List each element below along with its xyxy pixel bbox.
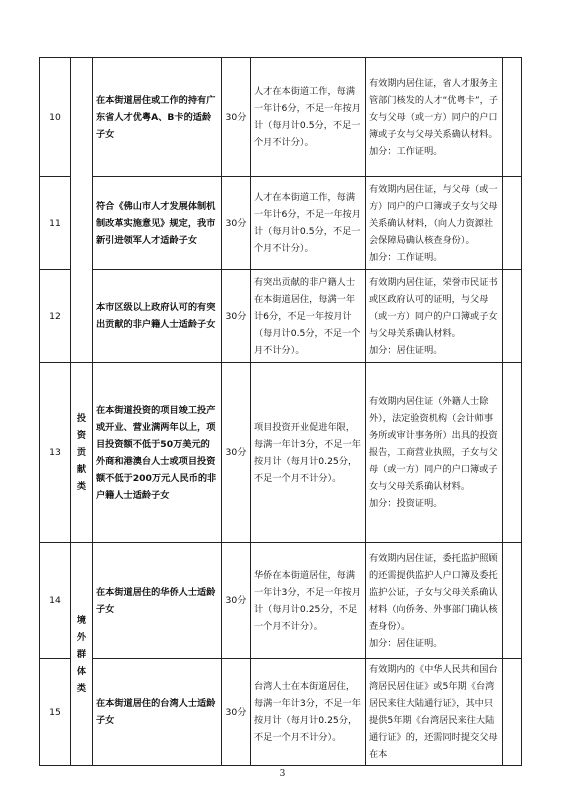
bonus-text: 加分：工作证明。 — [369, 251, 443, 263]
scoring-rule: 人才在本街道工作，每满一年计6分，不足一年按月计（每月计0.5分，不足一个月不计分）。 — [251, 58, 366, 177]
category-cell-blank — [71, 58, 93, 363]
table-row — [40, 659, 522, 766]
row-number: 13 — [40, 363, 71, 543]
scoring-rule: 项目投资开业促进年限，每满一年计3分，不足一年按月计（每月计0.25分，不足一个月不计分）。 — [251, 363, 366, 543]
remark-cell — [503, 659, 522, 766]
row-number: 11 — [40, 177, 71, 270]
score-cell: 30分 — [222, 363, 251, 543]
required-materials — [366, 270, 503, 363]
score-cell: 30分 — [222, 543, 251, 659]
materials-text: 有效期内居住证，委托监护照顾的还需提供监护人户口簿及委托监护公证，子女与父母关系确认材料（向侨务、外事部门确认核查身份）。 — [369, 552, 498, 632]
materials-text: 有效期内居住证，与父母（或一方）同户的户口簿或子女与父母关系确认材料，（向人力资源社会保障局确认核查身份）。 — [369, 183, 498, 246]
materials-text: 有效期内居住证，荣誉市民证书或区政府认可的证明，与父母（或一方）同户的户口簿或子女与父母关系确认材料。 — [369, 276, 498, 339]
required-materials — [366, 177, 503, 270]
policy-table — [39, 57, 522, 766]
required-materials — [366, 659, 503, 766]
applicant-object: 在本街道投资的项目竣工投产或开业、营业满两年以上，项目投资额不低于50万美元的外商和港澳台人士或项目投资额不低于200万元人民币的非户籍人士适龄子女 — [93, 363, 222, 543]
row-number: 10 — [40, 58, 71, 177]
table-row — [40, 58, 522, 177]
remark-cell — [503, 270, 522, 363]
scoring-rule: 台湾人士在本街道居住，每满一年计3分，不足一年按月计（每月计0.25分，不足一个月不计分）。 — [251, 659, 366, 766]
row-number: 15 — [40, 659, 71, 766]
table-row — [40, 177, 522, 270]
bonus-text: 加分：投资证明。 — [369, 498, 443, 509]
score-cell: 30分 — [222, 270, 251, 363]
row-number: 14 — [40, 543, 71, 659]
applicant-object: 在本街道居住的华侨人士适龄子女 — [93, 543, 222, 659]
materials-text: 有效期内居住证（外籍人士除外），法定验资机构（会计师事务所或审计事务所）出具的投资报告，工商营业执照，子女与父母（或一方）同户的户口簿或子女与父母关系确认材料。 — [369, 396, 498, 492]
bonus-text: 加分：工作证明。 — [369, 145, 443, 157]
remark-cell — [503, 543, 522, 659]
category-overseas — [71, 543, 93, 766]
scoring-rule: 人才在本街道工作，每满一年计6分，不足一年按月计（每月计0.5分，不足一个月不计分）。 — [251, 177, 366, 270]
materials-text: 有效期内居住证，省人才服务主管部门核发的人才“优粤卡”，子女与父母（或一方）同户的户口簿或子女与父母关系确认材料。 — [369, 77, 498, 140]
applicant-object: 符合《佛山市人才发展体制机制改革实施意见》规定，我市新引进领军人才适龄子女 — [93, 177, 222, 270]
bonus-text: 加分：居住证明。 — [369, 637, 443, 649]
category-investment — [71, 363, 93, 543]
materials-text: 有效期内的《中华人民共和国台湾居民居住证》或5年期《台湾居民来往大陆通行证》，其中只提供5年期《台湾居民来往大陆通行证》的，还需同时提交父母在本 — [369, 664, 498, 760]
required-materials — [366, 363, 503, 543]
required-materials — [366, 58, 503, 177]
score-cell: 30分 — [222, 659, 251, 766]
scoring-rule: 有突出贡献的非户籍人士在本街道居住，每满一年计6分，不足一年按月计（每月计0.5分，不足一个月不计分）。 — [251, 270, 366, 363]
row-number: 12 — [40, 270, 71, 363]
applicant-object: 在本街道居住的台湾人士适龄子女 — [93, 659, 222, 766]
table-row — [40, 543, 522, 659]
scoring-rule: 华侨在本街道居住，每满一年计3分，不足一年按月计（每月计0.25分，不足一个月不计分）。 — [251, 543, 366, 659]
remark-cell — [503, 58, 522, 177]
applicant-object: 在本街道居住或工作的持有广东省人才优粤A、B卡的适龄子女 — [93, 58, 222, 177]
page-number: 3 — [279, 769, 286, 779]
score-cell: 30分 — [222, 58, 251, 177]
table-row — [40, 363, 522, 543]
remark-cell — [503, 363, 522, 543]
category-label: 境外群体类 — [76, 614, 87, 694]
table-row — [40, 270, 522, 363]
remark-cell — [503, 177, 522, 270]
score-cell: 30分 — [222, 177, 251, 270]
required-materials — [366, 543, 503, 659]
category-label: 投资贡献类 — [76, 413, 87, 492]
applicant-object: 本市区级以上政府认可的有突出贡献的非户籍人士适龄子女 — [93, 270, 222, 363]
bonus-text: 加分：居住证明。 — [369, 344, 443, 356]
